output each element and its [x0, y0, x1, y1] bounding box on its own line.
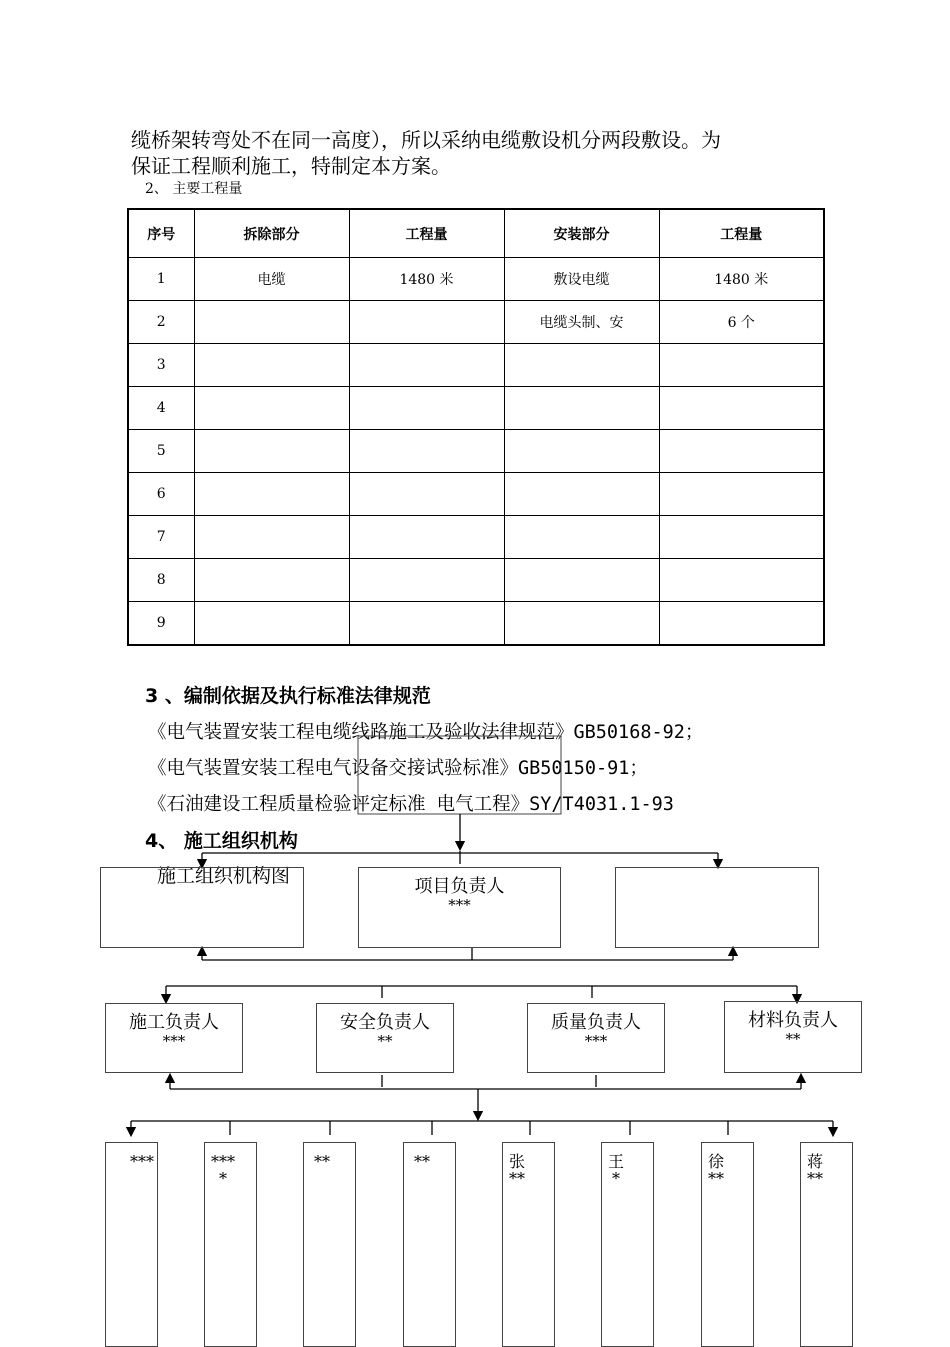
- table-cell: 2: [128, 301, 194, 344]
- table-cell: 3: [128, 344, 194, 387]
- worker-name: **: [314, 1152, 330, 1171]
- manager-title: 安全负责人: [340, 1012, 430, 1033]
- worker-box: [105, 1142, 158, 1347]
- worker-name: ****: [211, 1152, 235, 1188]
- header-install: 安装部分: [504, 209, 659, 258]
- reference-2: 《电气装置安装工程电气设备交接试验标准》GB50150-91；: [148, 758, 648, 779]
- project-lead-name: ***: [448, 896, 471, 914]
- worker-name: 徐**: [707, 1152, 724, 1188]
- table-cell: 4: [128, 387, 194, 430]
- org-box-left-empty: [100, 867, 304, 948]
- table-cell: 1480 米: [659, 258, 824, 301]
- org-box-quality-lead: [527, 1003, 665, 1073]
- section-2-heading: 2、 主要工程量: [145, 181, 243, 197]
- table-cell: 8: [128, 559, 194, 602]
- worker-box: [701, 1142, 754, 1347]
- org-box-materials-lead: [724, 1001, 862, 1073]
- manager-name: **: [785, 1030, 801, 1048]
- header-install-qty: 工程量: [659, 209, 824, 258]
- org-chart-caption: 施工组织机构图: [157, 865, 291, 887]
- header-removal-qty: 工程量: [349, 209, 504, 258]
- manager-title: 施工负责人: [129, 1012, 219, 1033]
- worker-box: [502, 1142, 555, 1347]
- table-cell: 9: [128, 602, 194, 646]
- worker-box: [403, 1142, 456, 1347]
- table-cell: 1: [128, 258, 194, 301]
- section-4-heading: 4、 施工组织机构: [145, 830, 298, 852]
- manager-name: ***: [162, 1032, 186, 1050]
- worker-box: [204, 1142, 257, 1347]
- reference-1: 《电气装置安装工程电缆线路施工及验收法律规范》GB50168-92；: [148, 722, 704, 743]
- table-cell: 电缆: [194, 258, 349, 301]
- table-cell: 6 个: [659, 301, 824, 344]
- header-index: 序号: [128, 209, 194, 258]
- manager-title: 材料负责人: [748, 1010, 838, 1031]
- intro-line-1: 缆桥架转弯处不在同一高度），所以采纳电缆敷设机分两段敷设。为: [131, 128, 721, 152]
- worker-name: ***: [130, 1152, 154, 1171]
- manager-title: 质量负责人: [551, 1012, 641, 1033]
- worker-name: 张**: [508, 1152, 525, 1188]
- header-removal: 拆除部分: [194, 209, 349, 258]
- section-3-heading: 3 、编制依据及执行标准法律规范: [145, 685, 431, 707]
- worker-box: [601, 1142, 654, 1347]
- worker-box: [800, 1142, 853, 1347]
- worker-box: [303, 1142, 356, 1347]
- table-cell: 敷设电缆: [504, 258, 659, 301]
- project-lead-title: 项目负责人: [414, 876, 505, 897]
- worker-name: **: [414, 1152, 430, 1171]
- org-box-right-empty: [615, 867, 819, 948]
- table-cell: 6: [128, 473, 194, 516]
- table-cell: 5: [128, 430, 194, 473]
- manager-name: ***: [584, 1032, 608, 1050]
- org-box-safety-lead: [316, 1003, 454, 1073]
- org-box-construction-lead: [105, 1003, 243, 1073]
- worker-name: 王*: [607, 1152, 624, 1188]
- table-cell: 1480 米: [349, 258, 504, 301]
- worker-name: 蒋**: [806, 1152, 823, 1188]
- reference-3: 《石油建设工程质量检验评定标准 电气工程》SY/T4031.1-93: [148, 794, 674, 815]
- org-box-project-lead: [358, 867, 561, 948]
- intro-line-2: 保证工程顺利施工，特制定本方案。: [131, 154, 451, 178]
- table-cell: 7: [128, 516, 194, 559]
- table-cell: 电缆头制、安: [504, 301, 659, 344]
- manager-name: **: [377, 1032, 393, 1050]
